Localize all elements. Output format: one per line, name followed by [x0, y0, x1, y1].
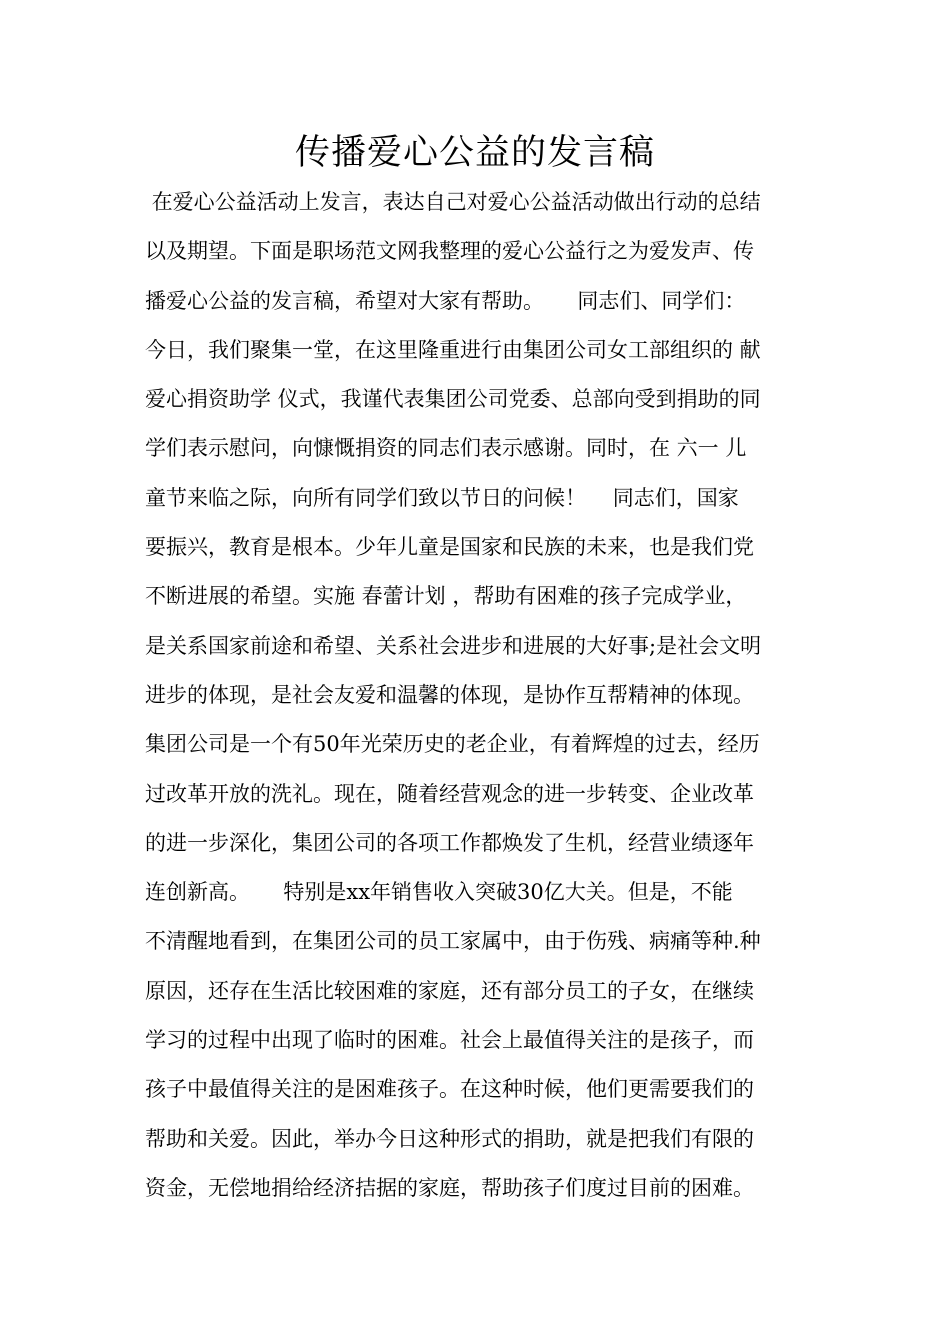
body-line: 不清醒地看到，在集团公司的员工家属中，由于伤残、病痛等种.种 — [145, 929, 761, 954]
document-title: 传播爱心公益的发言稿 — [294, 133, 655, 173]
body-line: 过改革开放的洗礼。现在，随着经营观念的进一步转变、企业改革 — [145, 781, 754, 806]
body-line: 孩子中最值得关注的是困难孩子。在这种时候，他们更需要我们的 — [145, 1077, 754, 1102]
body-line: 不断进展的希望。实施 春蕾计划 ，帮助有困难的孩子完成学业， — [145, 584, 747, 609]
body-line: 播爱心公益的发言稿，希望对大家有帮助。 同志们、同学们： — [145, 288, 746, 313]
body-line: 以及期望。下面是职场范文网我整理的爱心公益行之为爱发声、传 — [145, 239, 754, 264]
document-body — [145, 178, 825, 1213]
body-line: 今日，我们聚集一堂，在这里隆重进行由集团公司女工部组织的 献 — [145, 337, 761, 362]
body-line: 的进一步深化，集团公司的各项工作都焕发了生机，经营业绩逐年 — [145, 830, 754, 855]
body-line: 原因，还存在生活比较困难的家庭，还有部分员工的子女，在继续 — [145, 978, 754, 1003]
body-line: 帮助和关爱。因此，举办今日这种形式的捐助，就是把我们有限的 — [145, 1126, 754, 1151]
body-line: 学们表示慰问，向慷慨捐资的同志们表示感谢。同时，在 六一 儿 — [145, 436, 747, 461]
body-line: 是关系国家前途和希望、关系社会进步和进展的大好事;是社会文明 — [145, 633, 762, 658]
body-line: 学习的过程中出现了临时的困难。社会上最值得关注的是孩子，而 — [145, 1028, 754, 1053]
body-line: 在爱心公益活动上发言，表达自己对爱心公益活动做出行动的总结 — [145, 190, 761, 214]
body-line: 集团公司是一个有50年光荣历史的老企业，有着辉煌的过去，经历 — [145, 732, 760, 757]
body-line: 爱心捐资助学 仪式，我谨代表集团公司党委、总部向受到捐助的同 — [145, 387, 761, 412]
body-line: 资金，无偿地捐给经济拮据的家庭，帮助孩子们度过目前的困难。 — [145, 1175, 754, 1200]
body-line: 连创新高。 特别是xx年销售收入突破30亿大关。但是，不能 — [145, 880, 733, 905]
body-line: 进步的体现，是社会友爱和温馨的体现，是协作互帮精神的体现。 — [145, 682, 754, 707]
body-line: 要振兴，教育是根本。少年儿童是国家和民族的未来，也是我们党 — [145, 535, 754, 560]
body-line: 童节来临之际，向所有同学们致以节日的问候！ 同志们，国家 — [145, 485, 739, 510]
